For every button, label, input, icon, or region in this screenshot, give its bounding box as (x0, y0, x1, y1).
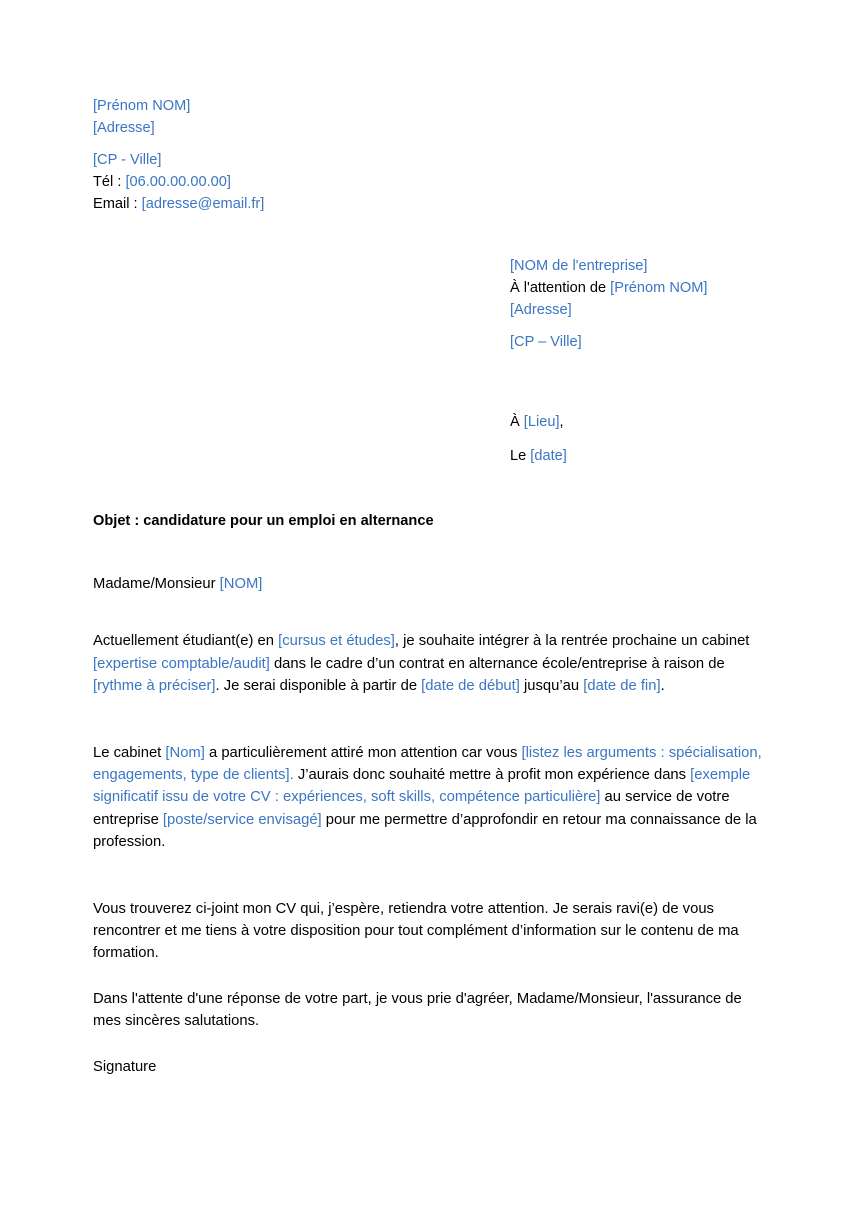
sender-phone-placeholder: [06.00.00.00.00] (125, 174, 231, 190)
sender-block (93, 95, 763, 215)
sender-spacer (93, 139, 763, 149)
p2-segment-5: pour me permettre d’approfondir en retour ma connaissance de la profession. (93, 811, 757, 851)
sender-email (93, 193, 763, 215)
date-placeholder: [date] (530, 448, 567, 464)
sender-phone (93, 171, 763, 193)
recipient-spacer (510, 321, 860, 331)
place-suffix: , (559, 414, 564, 430)
p2-placeholder-3: [exemple significatif issu de votre CV : expériences, soft skills, compétence particulière] (93, 767, 751, 806)
p1-segment-4: . Je serai disponible à partir de (215, 678, 422, 695)
sender-address (93, 117, 763, 139)
salutation-static: Madame/Monsieur (93, 576, 220, 592)
p1-segment-2: , je souhaite intégrer à la rentrée prochaine un cabinet (394, 633, 750, 650)
p1-placeholder-2: [expertise comptable/audit] (93, 655, 270, 672)
signature-line: Signature (93, 1058, 157, 1075)
p2-segment-3: J’aurais donc souhaité mettre à profit mon expérience dans (293, 767, 691, 784)
sender-email-placeholder: [adresse@email.fr] (141, 196, 265, 212)
p2-segment-2: a particulièrement attiré mon attention car vous (204, 744, 522, 761)
sender-address-placeholder: [Adresse] (93, 120, 155, 136)
sender-city-placeholder: [CP - Ville] (93, 152, 162, 168)
recipient-city (510, 331, 860, 353)
place-date-block (510, 411, 860, 467)
recipient-company (510, 255, 860, 277)
place-line (510, 411, 860, 433)
recipient-company-placeholder: [NOM de l'entreprise] (510, 258, 648, 274)
spacer-after-paragraph-3 (93, 965, 763, 988)
recipient-attention-label: À l'attention de (510, 280, 611, 296)
recipient-address (510, 299, 860, 321)
p2-placeholder-4: [poste/service envisagé] (162, 811, 322, 828)
salutation-line (93, 573, 763, 595)
p2-placeholder-2: [listez les arguments : spécialisation, engagements, type de clients]. (93, 744, 762, 784)
spacer-after-paragraph-2 (93, 854, 763, 898)
p2-segment-4: au service de votre entreprise (93, 789, 730, 828)
p1-placeholder-3: [rythme à préciser] (93, 678, 216, 695)
sender-phone-label: Tél : (93, 174, 126, 190)
spacer-after-paragraph-1 (93, 698, 763, 742)
date-label: Le (510, 448, 531, 464)
sender-city (93, 149, 763, 171)
sender-name-placeholder: [Prénom NOM] (93, 98, 191, 114)
recipient-block (510, 255, 860, 353)
p1-placeholder-1: [cursus et études] (278, 633, 395, 650)
sender-name (93, 95, 763, 117)
subject-line: Objet : candidature pour un emploi en alternance (93, 513, 434, 529)
place-placeholder: [Lieu] (523, 414, 560, 430)
paragraph-3: Vous trouverez ci-joint mon CV qui, j’espère, retiendra votre attention. Je serais ravi(e) de vous rencontrer et me tiens à votre disposition pour tout complément d’information sur le contenu de ma formation. (93, 900, 739, 962)
p1-segment-1: Actuellement étudiant(e) en (93, 633, 279, 650)
date-line (510, 445, 860, 467)
p1-placeholder-4: [date de début] (421, 678, 520, 695)
spacer-after-salutation (93, 595, 763, 630)
place-label: À (510, 414, 524, 430)
recipient-attention-placeholder: [Prénom NOM] (610, 280, 708, 296)
p2-segment-1: Le cabinet (93, 744, 166, 761)
p1-segment-6: . (660, 678, 665, 695)
paragraph-2 (93, 742, 763, 854)
p1-segment-5: jusqu’au (519, 678, 584, 695)
letter-body (93, 573, 763, 1078)
sender-email-label: Email : (93, 196, 142, 212)
p1-placeholder-5: [date de fin] (583, 678, 661, 695)
p2-placeholder-1: [Nom] (165, 744, 205, 761)
paragraph-4: Dans l'attente d'une réponse de votre part, je vous prie d'agréer, Madame/Monsieur, l'assurance de mes sincères salutations. (93, 990, 742, 1030)
salutation-placeholder: [NOM] (219, 576, 263, 592)
spacer-after-paragraph-4 (93, 1033, 763, 1056)
letter-content (93, 95, 763, 1075)
paragraph-1 (93, 630, 763, 697)
recipient-address-placeholder: [Adresse] (510, 302, 572, 318)
recipient-city-placeholder: [CP – Ville] (510, 334, 582, 350)
p1-segment-3: dans le cadre d’un contrat en alternance école/entreprise à raison de (269, 655, 725, 672)
recipient-attention (510, 277, 860, 299)
